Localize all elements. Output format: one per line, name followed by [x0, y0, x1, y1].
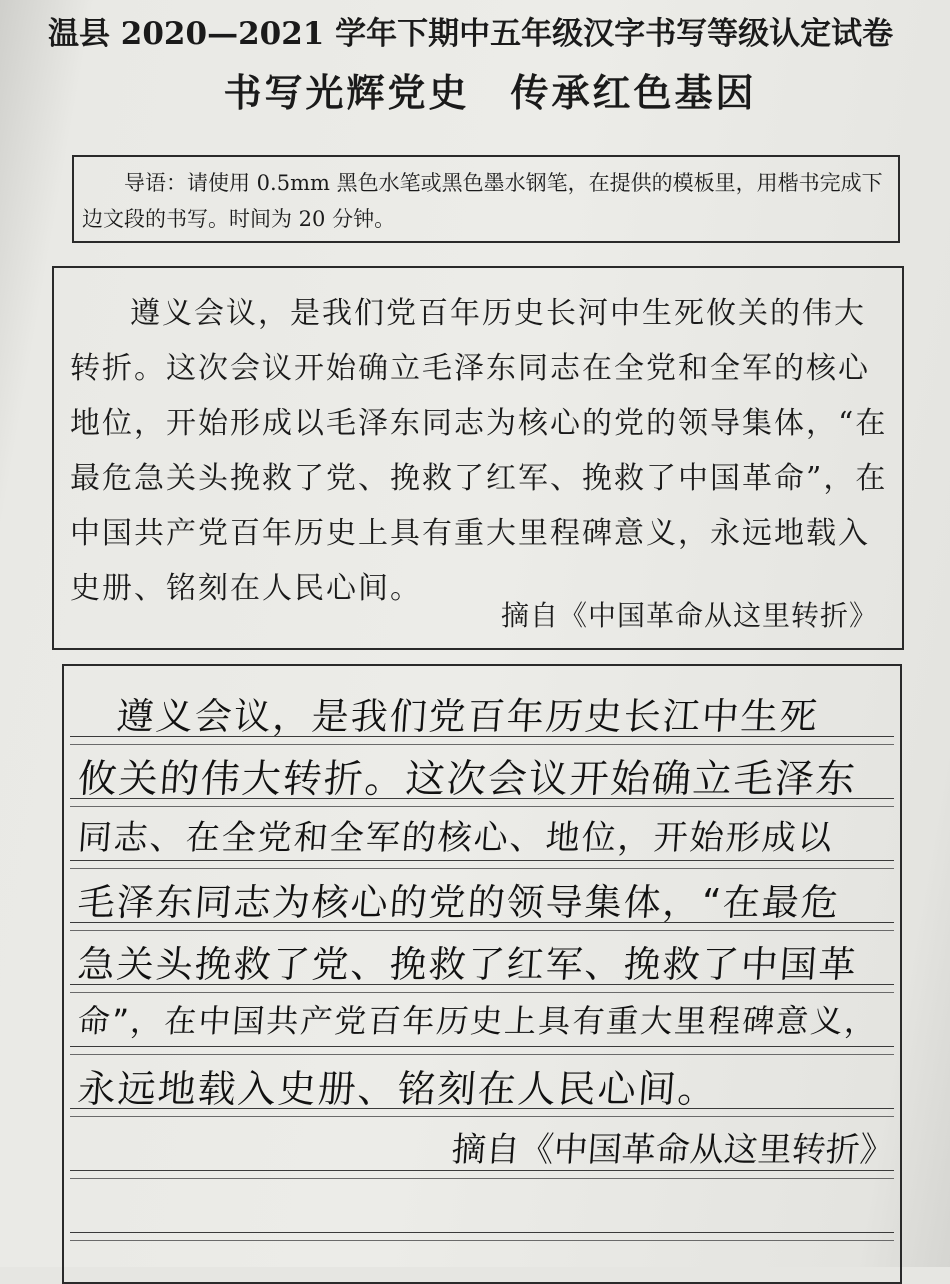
handwritten-line: 遵义会议，是我们党百年历史长江中生死 — [76, 695, 821, 738]
passage-box — [52, 266, 904, 650]
theme-title: 书写光辉党史 传承红色基因 — [223, 70, 757, 115]
ruled-line — [70, 868, 894, 869]
ruled-line — [70, 930, 894, 931]
ruled-line — [70, 1240, 894, 1241]
guide-text: 导语：请使用 0.5mm 黑色水笔或黑色墨水钢笔，在提供的模板里，用楷书完成下边文段的书写。时间为 20 分钟。 — [82, 171, 883, 231]
handwritten-source: 摘自《中国革命从这里转折》 — [450, 1130, 896, 1170]
ruled-line — [70, 1178, 894, 1179]
ruled-line — [70, 1232, 894, 1233]
handwritten-line: 毛泽东同志为核心的党的领导集体，“在最危 — [76, 881, 842, 924]
ruled-line — [70, 992, 894, 993]
ruled-line — [70, 1054, 894, 1055]
ruled-line — [70, 860, 894, 861]
handwritten-line: 攸关的伟大转折。这次会议开始确立毛泽东 — [76, 757, 859, 802]
exam-title: 温县 2020—2021 学年下期中五年级汉字书写等级认定试卷 — [48, 16, 894, 52]
handwritten-line: 永远地载入史册、铭刻在人民心间。 — [76, 1067, 720, 1111]
handwritten-line: 命”，在中国共产党百年历史上具有重大里程碑意义， — [76, 1002, 880, 1040]
passage-source: 摘自《中国革命从这里转折》 — [500, 599, 878, 632]
ruled-line — [70, 1046, 894, 1047]
ruled-line — [70, 806, 894, 807]
ruled-line — [70, 744, 894, 745]
handwriting-area — [62, 664, 902, 1284]
ruled-line — [70, 1116, 894, 1117]
handwritten-line: 急关头挽救了党、挽救了红军、挽救了中国革 — [76, 943, 860, 986]
passage-text: 遵义会议，是我们党百年历史长河中生死攸关的伟大转折。这次会议开始确立毛泽东同志在全党和全军的核心地位，开始形成以毛泽东同志为核心的党的领导集体，“在最危急关头挽救了党、挽救了红军、挽救了中国革命”，在中国共产党百年历史上具有重大里程碑意义，永远地载入史册、铭刻在人民心间。 — [70, 296, 888, 606]
handwritten-line: 同志、在全党和全军的核心、地位，开始形成以 — [76, 818, 836, 858]
guide-box — [72, 155, 900, 243]
